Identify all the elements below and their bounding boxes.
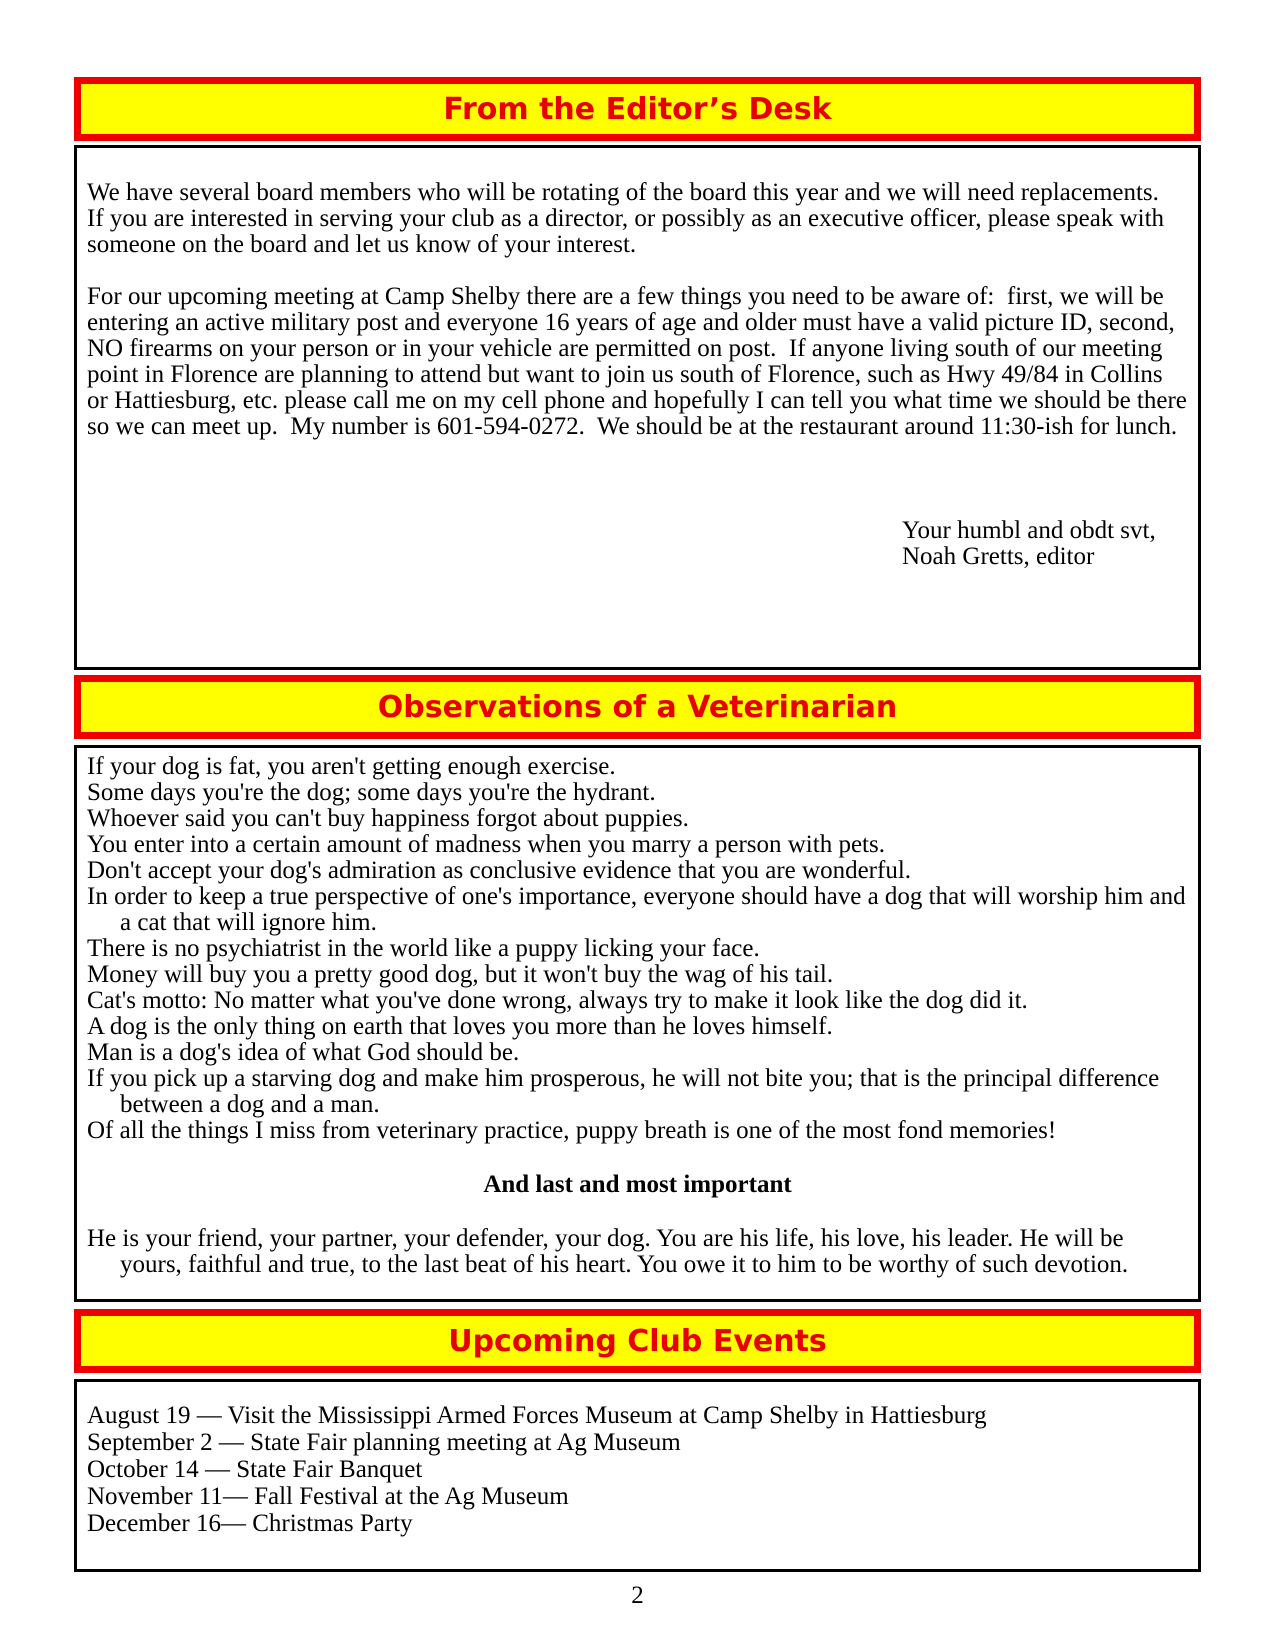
events-body-box	[74, 1379, 1201, 1572]
events-list	[87, 1402, 1188, 1537]
editor-paragraph-1: We have several board members who will be rotating of the board this year and we will need replacements. If you are interested in serving your club as a director, or possibly as an executive officer, please speak with someone on the board and let us know of your interest.	[87, 179, 1172, 258]
vet-subheading: And last and most important	[483, 1171, 792, 1198]
page-number: 2	[631, 1582, 644, 1609]
editor-paragraph-2: For our upcoming meeting at Camp Shelby there are a few things you need to be aware of: first, we will be entering an active military post and everyone 16 years of age and older must have a valid picture ID, second, NO firearms on your person or in your vehicle are permitted on post. If anyone living south of our meeting point in Florence are planning to attend but want to join us south of Florence, such as Hwy 49/84 in Collins or Hattiesburg, etc. please call me on my cell phone and hopefully I can tell you what time we should be there so we can meet up. My number is 601-594-0272. We should be at the restaurant around 11:30-ish for lunch.	[87, 283, 1194, 440]
vet-closing-paragraph: He is your friend, your partner, your defender, your dog. You are his life, his love, his leader. He will be yours, faithful and true, to the last beat of his heart. You owe it to him to be worthy of such devotion.	[87, 1225, 1130, 1278]
event-item: December 16— Christmas Party	[87, 1510, 413, 1537]
observation-item: Cat's motto: No matter what you've done wrong, always try to make it look like the dog did it.	[87, 987, 1028, 1014]
event-item: August 19 — Visit the Mississippi Armed Forces Museum at Camp Shelby in Hattiesburg	[87, 1402, 987, 1429]
observation-item: Some days you're the dog; some days you're the hydrant.	[87, 779, 656, 806]
section-banner-veterinarian	[74, 675, 1201, 739]
events-section-title: Upcoming Club Events	[448, 1323, 827, 1359]
event-item: September 2 — State Fair planning meeting at Ag Museum	[87, 1429, 681, 1456]
signature-block	[902, 518, 1188, 570]
veterinarian-section-title: Observations of a Veterinarian	[377, 689, 898, 725]
editor-section-title: From the Editor’s Desk	[443, 91, 832, 127]
observation-item: Don't accept your dog's admiration as conclusive evidence that you are wonderful.	[87, 857, 912, 884]
observation-item: If your dog is fat, you aren't getting enough exercise.	[87, 753, 616, 780]
observation-item: You enter into a certain amount of madness when you marry a person with pets.	[87, 831, 885, 858]
section-banner-editor	[74, 77, 1201, 141]
observation-item: There is no psychiatrist in the world like a puppy licking your face.	[87, 935, 760, 962]
observation-item: If you pick up a starving dog and make him prosperous, he will not bite you; that is the principal difference between a dog and a man.	[87, 1065, 1166, 1118]
observation-item: Of all the things I miss from veterinary practice, puppy breath is one of the most fond memories!	[87, 1117, 1057, 1144]
event-item: November 11— Fall Festival at the Ag Museum	[87, 1483, 569, 1510]
signature-line-1: Your humbl and obdt svt,	[902, 517, 1156, 544]
veterinarian-body-box	[74, 745, 1201, 1302]
editor-body-box	[74, 145, 1201, 670]
newsletter-page	[74, 0, 1201, 1610]
observation-item: In order to keep a true perspective of one's importance, everyone should have a dog that will worship him and a cat that will ignore him.	[87, 883, 1192, 936]
event-item: October 14 — State Fair Banquet	[87, 1456, 423, 1483]
observations-list	[87, 753, 1192, 1144]
observation-item: Man is a dog's idea of what God should be.	[87, 1039, 520, 1066]
observation-item: A dog is the only thing on earth that loves you more than he loves himself.	[87, 1013, 833, 1040]
observation-item: Whoever said you can't buy happiness forgot about puppies.	[87, 805, 689, 832]
signature-line-2: Noah Gretts, editor	[902, 543, 1095, 570]
section-banner-events	[74, 1309, 1201, 1373]
observation-item: Money will buy you a pretty good dog, but it won't buy the wag of his tail.	[87, 961, 834, 988]
